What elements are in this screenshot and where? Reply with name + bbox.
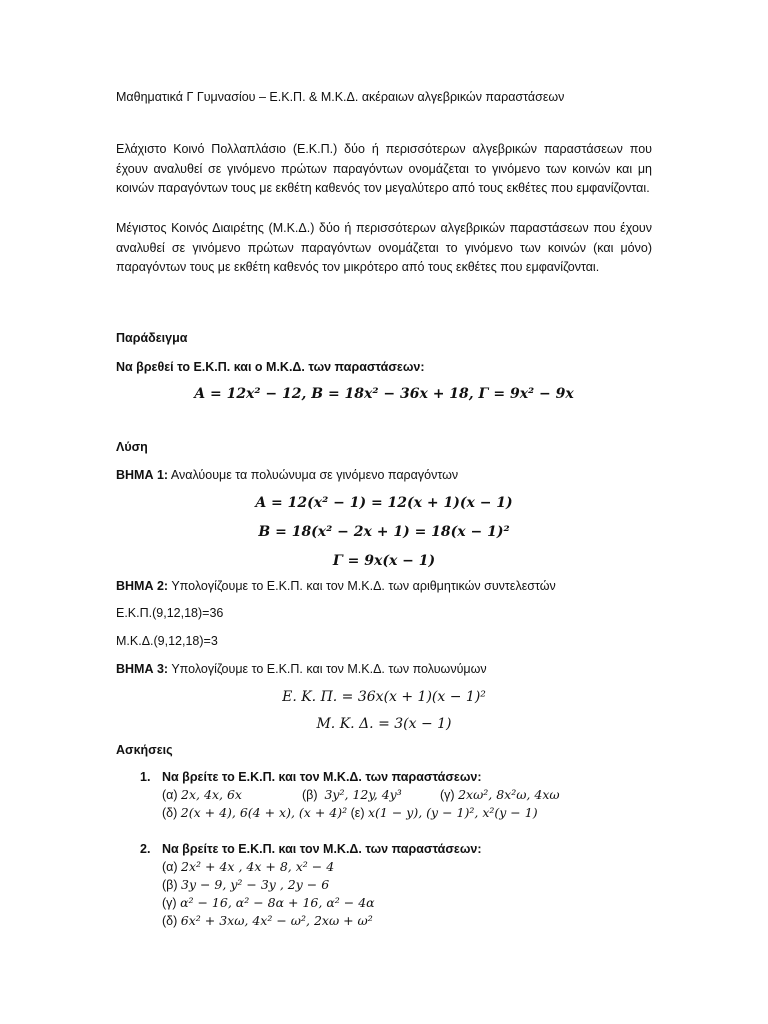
step1-line	[116, 466, 458, 484]
definition-ekp-term: Ελάχιστο Κοινό Πολλαπλάσιο (Ε.Κ.Π.)	[116, 142, 338, 156]
exercises-heading: Ασκήσεις	[116, 743, 173, 757]
step2-text: Υπολογίζουμε το Ε.Κ.Π. και τον Μ.Κ.Δ. των αριθμητικών συντελεστών	[168, 579, 556, 593]
exercise-2-number: 2.	[140, 842, 151, 856]
definition-ekp-text: δύο ή περισσότερων αλγεβρικών παραστάσεων που έχουν αναλυθεί σε γινόμενο πρώτων παραγόντων ονομάζεται το γινόμενο των κοινών και μη κοινών παραγόντων τους με εκθέτη καθενός τον μεγαλύτερο από τους εκθέτες που εμφανίζονται.	[116, 142, 652, 195]
part-expression: 2(x + 4), 6(4 + x), (x + 4)²	[180, 805, 348, 820]
exercise-2-title: Να βρείτε το Ε.Κ.Π. και τον Μ.Κ.Δ. των παραστάσεων:	[162, 842, 482, 856]
definition-mkd-text: δύο ή περισσότερων αλγεβρικών παραστάσεων που έχουν αναλυθεί σε γινόμενο πρώτων παραγόντων ονομάζεται το γινόμενο των κοινών (και μόνο) παραγόντων τους με εκθέτη καθενός τον μικρότερο από τους εκθέτες που εμφανίζονται.	[116, 221, 652, 274]
step1-text: Αναλύουμε τα πολυώνυμα σε γινόμενο παραγόντων	[168, 468, 459, 482]
equation-b: B = 18(x² − 2x + 1) = 18(x − 1)²	[258, 524, 510, 540]
document-title: Μαθηματικά Γ Γυμνασίου – Ε.Κ.Π. & Μ.Κ.Δ. ακέραιων αλγεβρικών παραστάσεων	[116, 90, 565, 104]
definition-ekp	[116, 140, 652, 199]
exercise-2-part-d	[162, 912, 373, 930]
part-tag: (δ)	[162, 914, 178, 928]
part-expression: α² − 16, α² − 8α + 16, α² − 4α	[180, 895, 375, 910]
part-expression: 3y − 9, y² − 3y , 2y − 6	[181, 877, 330, 892]
step2-line	[116, 577, 556, 595]
step2-ekp: Ε.Κ.Π.(9,12,18)=36	[116, 606, 224, 620]
equation-a: A = 12(x² − 1) = 12(x + 1)(x − 1)	[255, 495, 513, 511]
exercise-1-title: Να βρείτε το Ε.Κ.Π. και τον Μ.Κ.Δ. των παραστάσεων:	[162, 770, 482, 784]
definition-mkd-term: Μέγιστος Κοινός Διαιρέτης (Μ.Κ.Δ.)	[116, 221, 315, 235]
exercise-1-part-d	[162, 804, 538, 822]
step1-equation-b	[116, 521, 652, 540]
step3-text: Υπολογίζουμε το Ε.Κ.Π. και τον Μ.Κ.Δ. των πολυωνύμων	[168, 662, 487, 676]
part-expression: 6x² + 3xω, 4x² − ω², 2xω + ω²	[180, 913, 373, 928]
part-tag: (γ)	[440, 788, 455, 802]
part-tag: (β)	[302, 788, 318, 802]
example-heading: Παράδειγμα	[116, 331, 188, 345]
solution-heading: Λύση	[116, 440, 148, 454]
example-prompt: Να βρεθεί το Ε.Κ.Π. και ο Μ.Κ.Δ. των παραστάσεων:	[116, 360, 425, 374]
exercise-2-part-a	[162, 858, 334, 876]
part-tag: (β)	[162, 878, 178, 892]
part-expression: x(1 − y), (y − 1)², x²(y − 1)	[368, 805, 538, 820]
part-expression: 2x, 4x, 6x	[181, 787, 242, 802]
step3-mkd	[116, 713, 652, 732]
step1-equation-a	[116, 492, 652, 511]
part-expression: 3y², 12y, 4y³	[324, 787, 402, 802]
exercise-2-part-b	[162, 876, 329, 894]
step1-label: ΒΗΜΑ 1:	[116, 468, 169, 482]
part-expression: 2x² + 4x , 4x + 8, x² − 4	[181, 859, 335, 874]
mkd-result: Μ. Κ. Δ. = 3(x − 1)	[316, 716, 452, 732]
step3-label: ΒΗΜΑ 3:	[116, 662, 169, 676]
part-tag: (γ)	[162, 896, 177, 910]
ekp-result: Ε. Κ. Π. = 36x(x + 1)(x − 1)²	[282, 689, 486, 705]
exercise-1-part-b	[302, 786, 402, 804]
part-tag: (α)	[162, 788, 178, 802]
step3-ekp	[116, 686, 652, 705]
part-tag: (δ)	[162, 806, 178, 820]
example-given-equations	[116, 383, 652, 402]
exercise-1-part-a	[162, 786, 242, 804]
definition-mkd	[116, 219, 652, 278]
exercise-1-number: 1.	[140, 770, 151, 784]
step3-line	[116, 660, 487, 678]
given-expressions: A = 12x² − 12, B = 18x² − 36x + 18, Γ = 9x² − 9x	[194, 386, 574, 402]
exercise-1-part-c	[440, 786, 560, 804]
step1-equation-g	[116, 550, 652, 569]
step2-label: ΒΗΜΑ 2:	[116, 579, 169, 593]
part-tag: (ε)	[350, 806, 365, 820]
part-tag: (α)	[162, 860, 178, 874]
exercise-2-part-c	[162, 894, 375, 912]
step2-mkd: Μ.Κ.Δ.(9,12,18)=3	[116, 634, 218, 648]
part-expression: 2xω², 8x²ω, 4xω	[458, 787, 560, 802]
equation-g: Γ = 9x(x − 1)	[332, 553, 436, 569]
